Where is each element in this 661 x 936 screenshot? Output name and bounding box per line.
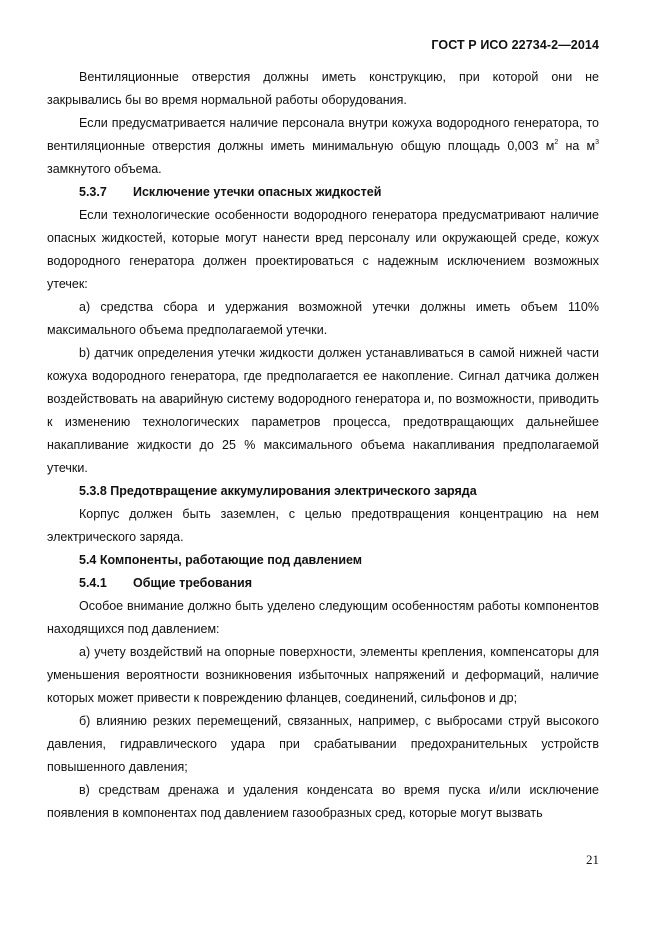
section-number: 5.4.1	[79, 576, 107, 590]
section-heading-5-3-8: 5.3.8 Предотвращение аккумулирования электрического заряда	[79, 484, 477, 498]
paragraph-ventilation-area	[47, 112, 599, 181]
list-item-a: а) средства сбора и удержания возможной утечки должны иметь объем 110% максимального объема предполагаемой утечки.	[47, 300, 599, 337]
list-item-b-ru: б) влиянию резких перемещений, связанных, например, с выбросами струй высокого давления, гидравлического удара при срабатывании предохранительных устройств повышенного давления;	[47, 714, 599, 774]
paragraph-text: замкнутого объема.	[47, 162, 162, 176]
section-heading-5-4: 5.4 Компоненты, работающие под давлением	[79, 553, 363, 567]
list-item-a-ru: а) учету воздействий на опорные поверхности, элементы крепления, компенсаторы для уменьшения вероятности возникновения избыточных напряжений и деформаций, наличие которых может привести к повреждению фланцев, соединений, сильфонов и др;	[47, 645, 599, 705]
paragraph-text: на м	[558, 139, 596, 153]
section-title: Общие требования	[133, 576, 253, 590]
page-number: 21	[586, 852, 599, 867]
standard-header: ГОСТ Р ИСО 22734-2—2014	[431, 38, 599, 52]
section-number: 5.3.7	[79, 185, 107, 199]
paragraph: Если технологические особенности водородного генератора предусматривают наличие опасных жидкостей, которые могут нанести вред персоналу или окружающей среде, кожух водородного генератора должен проектироваться с надежным исключением возможных утечек:	[47, 208, 599, 291]
list-item-b: b) датчик определения утечки жидкости должен устанавливаться в самой нижней части кожуха водородного генератора, где предполагается ее накопление. Сигнал датчика должен воздействовать на аварийную систему водородного генератора и, по возможности, приводить к изменению технологических параметров процесса, предотвращающих дальнейшее накапливание жидкости до 25 % максимального объема накапливания предполагаемой утечки.	[47, 346, 599, 475]
paragraph-text: Если предусматривается наличие персонала внутри кожуха водородного генератора, то вентиляционные отверстия должны иметь минимальную общую площадь 0,003 м	[47, 116, 599, 153]
superscript: 3	[595, 139, 599, 146]
paragraph: Корпус должен быть заземлен, с целью предотвращения концентрацию на нем электрического заряда.	[47, 507, 599, 544]
paragraph: Особое внимание должно быть уделено следующим особенностям работы компонентов находящихся под давлением:	[47, 599, 599, 636]
list-item-v-ru: в) средствам дренажа и удаления конденсата во время пуска и/или исключение появления в компонентах под давлением газообразных сред, которые могут вызвать	[47, 783, 599, 820]
section-heading-5-3-7	[47, 181, 599, 204]
section-title: Исключение утечки опасных жидкостей	[133, 185, 382, 199]
paragraph: Вентиляционные отверстия должны иметь конструкцию, при которой они не закрывались бы во время нормальной работы оборудования.	[47, 70, 599, 107]
section-heading-5-4-1	[47, 572, 599, 595]
document-body	[47, 66, 599, 825]
superscript: 2	[554, 139, 559, 146]
